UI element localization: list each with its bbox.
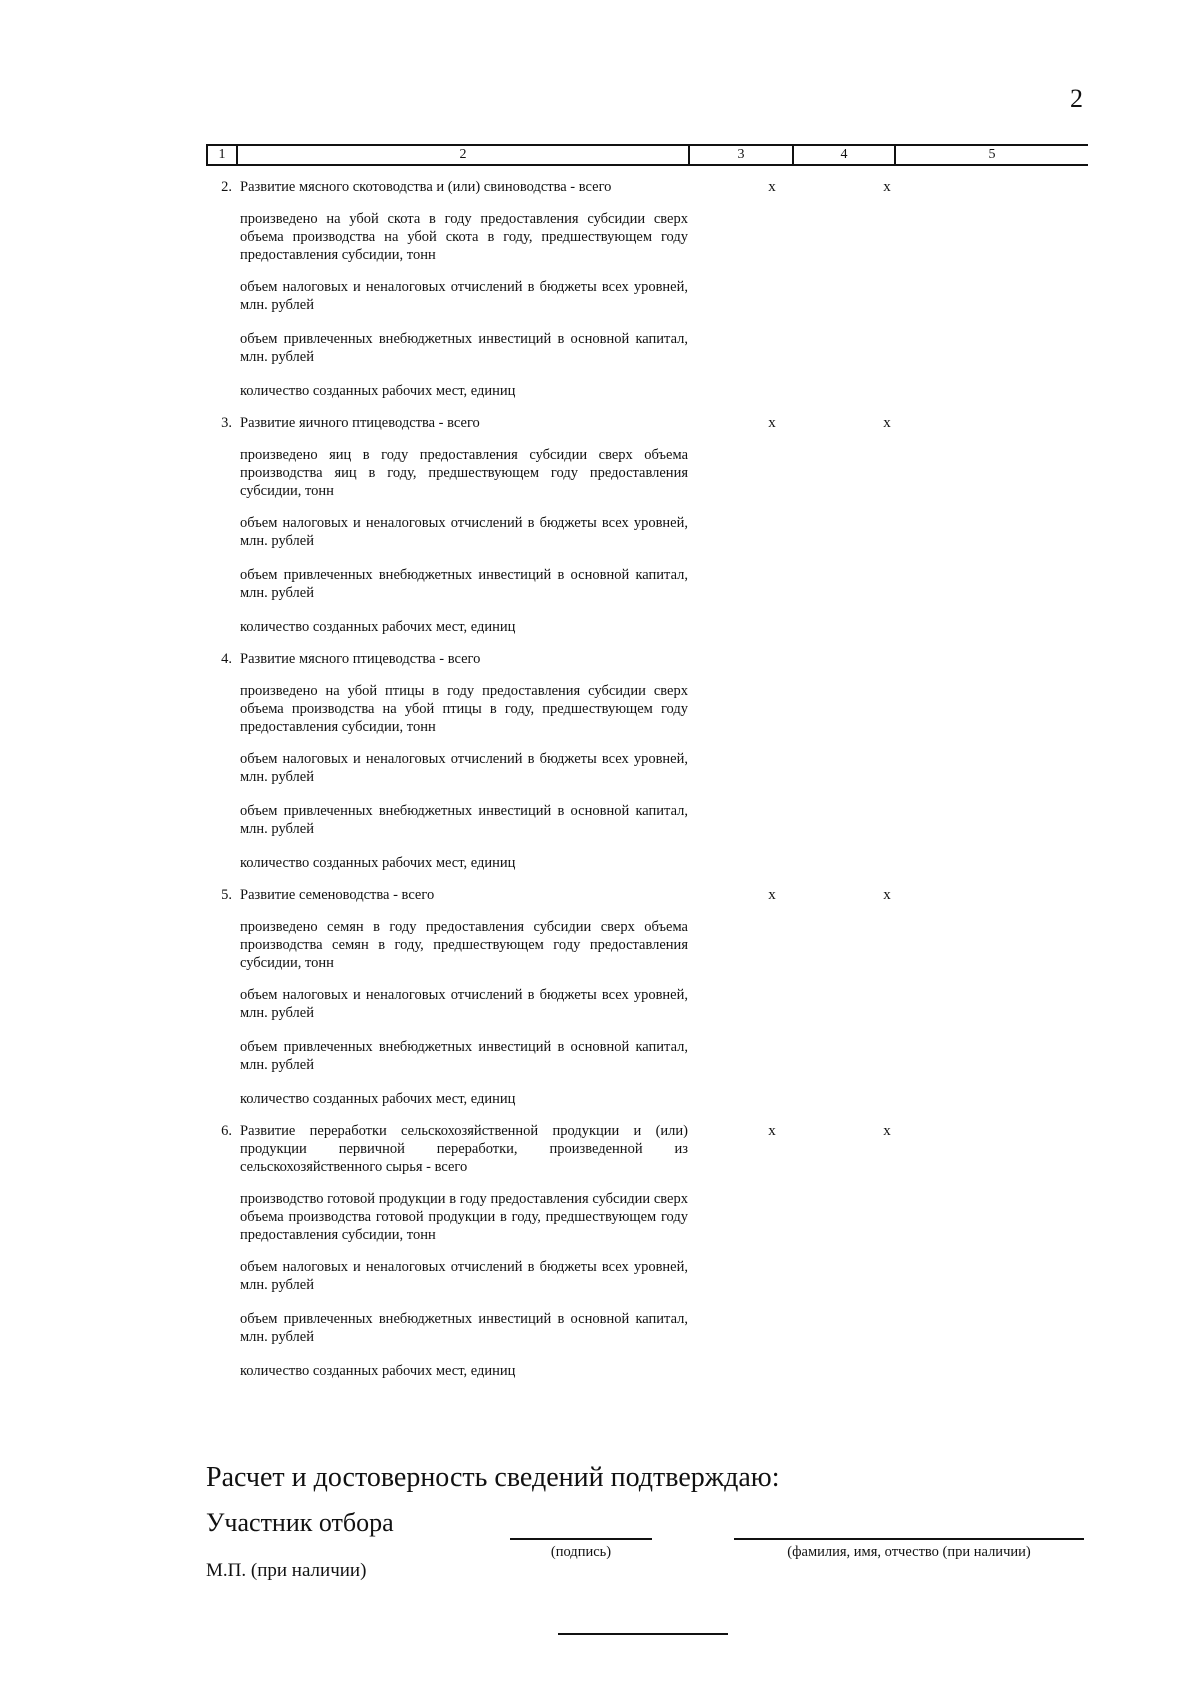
table-header-row — [208, 144, 1088, 166]
row-text: объем налоговых и неналоговых отчислений в бюджеты всех уровней, млн. рублей — [240, 515, 688, 549]
table-row-section — [208, 1122, 1088, 1176]
table-row — [208, 210, 1088, 264]
table-row — [208, 1310, 1088, 1346]
row-col-3: х — [768, 179, 776, 195]
table-row — [208, 1038, 1088, 1074]
row-text: Развитие яичного птицеводства - всего — [240, 415, 480, 431]
row-text: объем привлеченных внебюджетных инвестиций в основной капитал, млн. рублей — [240, 1311, 688, 1345]
row-text: объем привлеченных внебюджетных инвестиций в основной капитал, млн. рублей — [240, 331, 688, 365]
table-row — [208, 854, 1088, 872]
table-row — [208, 986, 1088, 1022]
table-row-section — [208, 178, 1088, 196]
table-row — [208, 446, 1088, 500]
fio-caption: (фамилия, имя, отчество (при наличии) — [787, 1544, 1031, 1560]
table-row-section — [208, 650, 1088, 668]
table-row — [208, 802, 1088, 838]
table-row — [208, 618, 1088, 636]
row-text: Развитие переработки сельскохозяйственной продукции и (или) продукции первичной переработки, произведенной из сельскохозяйственного сырья - всего — [240, 1123, 688, 1175]
row-text: произведено на убой птицы в году предоставления субсидии сверх объема производства на убой птицы в году, предшествующем году предоставления субсидии, тонн — [240, 683, 688, 735]
row-col-4: х — [883, 1123, 891, 1139]
row-col-3: х — [768, 1123, 776, 1139]
header-col-1: 1 — [218, 147, 226, 162]
table-row — [208, 750, 1088, 786]
header-col-5: 5 — [988, 147, 996, 162]
row-text: Развитие семеноводства - всего — [240, 887, 435, 903]
stamp-label: М.П. (при наличии) — [206, 1560, 367, 1581]
row-text: произведено семян в году предоставления субсидии сверх объема производства семян в году, предшествующем году предоставления субсидии, тонн — [240, 919, 688, 971]
header-col-2: 2 — [459, 147, 467, 162]
table-row-section — [208, 886, 1088, 904]
row-col-4: х — [883, 887, 891, 903]
row-text: количество созданных рабочих мест, единиц — [240, 1363, 516, 1379]
row-text: Развитие мясного скотоводства и (или) свиноводства - всего — [240, 179, 612, 195]
row-text: объем привлеченных внебюджетных инвестиций в основной капитал, млн. рублей — [240, 1039, 688, 1073]
table-row — [208, 1362, 1088, 1380]
row-col-3: х — [768, 415, 776, 431]
page-number: 2 — [1070, 84, 1083, 113]
row-text: производство готовой продукции в году предоставления субсидии сверх объема производства готовой продукции в году, предшествующем году предоставления субсидии, тонн — [240, 1191, 688, 1243]
table-row — [208, 1190, 1088, 1244]
row-col-3: х — [768, 887, 776, 903]
table-row — [208, 682, 1088, 736]
row-text: объем привлеченных внебюджетных инвестиций в основной капитал, млн. рублей — [240, 567, 688, 601]
row-text: произведено яиц в году предоставления субсидии сверх объема производства яиц в году, предшествующем году предоставления субсидии, тонн — [240, 447, 688, 499]
row-text: объем привлеченных внебюджетных инвестиций в основной капитал, млн. рублей — [240, 803, 688, 837]
table-row — [208, 382, 1088, 400]
row-number: 2. — [221, 179, 232, 195]
table-row — [208, 1090, 1088, 1108]
signature-caption: (подпись) — [550, 1544, 612, 1560]
row-text: количество созданных рабочих мест, единиц — [240, 855, 516, 871]
bottom-divider — [558, 1633, 728, 1635]
row-number: 3. — [221, 415, 232, 431]
row-col-4: х — [883, 179, 891, 195]
table-row — [208, 566, 1088, 602]
table-row — [208, 278, 1088, 314]
row-col-4: х — [883, 415, 891, 431]
row-text: произведено на убой скота в году предоставления субсидии сверх объема производства на убой скота в году, предшествующем году предоставления субсидии, тонн — [240, 211, 688, 263]
table-body — [208, 178, 1088, 1380]
row-text: объем налоговых и неналоговых отчислений в бюджеты всех уровней, млн. рублей — [240, 987, 688, 1021]
table-row — [208, 918, 1088, 972]
row-text: количество созданных рабочих мест, единиц — [240, 1091, 516, 1107]
signature-line — [510, 1538, 652, 1540]
table-row-section — [208, 414, 1088, 432]
confirmation-text: Расчет и достоверность сведений подтверждаю: — [206, 1462, 780, 1493]
row-text: объем налоговых и неналоговых отчислений в бюджеты всех уровней, млн. рублей — [240, 279, 688, 313]
row-text: объем налоговых и неналоговых отчислений в бюджеты всех уровней, млн. рублей — [240, 1259, 688, 1293]
table-row — [208, 330, 1088, 366]
row-number: 6. — [221, 1123, 232, 1139]
table-row — [208, 514, 1088, 550]
row-number: 5. — [221, 887, 232, 903]
header-col-3: 3 — [737, 147, 745, 162]
row-text: Развитие мясного птицеводства - всего — [240, 651, 481, 667]
table-row — [208, 1258, 1088, 1294]
header-col-4: 4 — [840, 147, 848, 162]
row-text: объем налоговых и неналоговых отчислений в бюджеты всех уровней, млн. рублей — [240, 751, 688, 785]
fio-line — [734, 1538, 1084, 1540]
row-text: количество созданных рабочих мест, единиц — [240, 383, 516, 399]
participant-label: Участник отбора — [206, 1508, 394, 1537]
row-number: 4. — [221, 651, 232, 667]
row-text: количество созданных рабочих мест, единиц — [240, 619, 516, 635]
